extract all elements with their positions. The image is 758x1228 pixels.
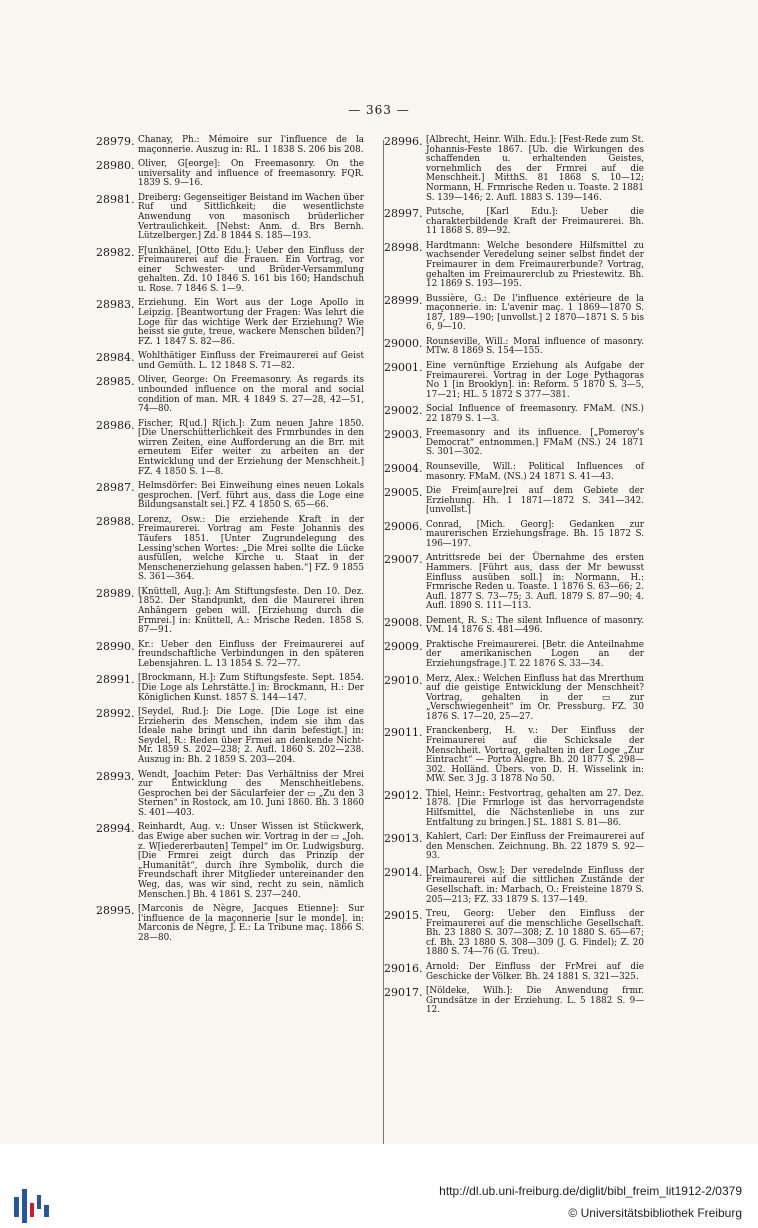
right-column (384, 136, 644, 1021)
entry-text: Reinhardt, Aug. v.: Unser Wissen ist Stückwerk, das Ewige aber suchen wir. Vortrag in der ▭ „Joh. z. W[iedererbauten] Tempel“ im Or. Ludwigsburg. [Die Frmrei zeigt durch das Prinzip der „Humanität“, durch ihre Symbolik, durch die Freundschaft ihrer Mitglieder untereinander den Weg, das, was wir sind, recht zu sein, nämlich Menschen.] Bh. 4 1861 S. 237—240. (138, 822, 364, 900)
entry-number: 28990. (96, 639, 135, 653)
entry-text: Merz, Alex.: Welchen Einfluss hat das Mrerthum auf die geistige Entwicklung der Menschheit? Vortrag, gehalten in der ▭ zur „Verschwiegenheit“ im Or. Pressburg. FZ. 30 1876 S. 17—20, 25—27. (426, 673, 644, 722)
entry-number: 29015. (384, 909, 423, 923)
entry-text: Dreiberg: Gegenseitiger Beistand im Wachen über Ruf und Sittlichkeit; die wesentlichste Anwendung von masonisch brüderlicher Vertraulichkeit. [Nebst: Anm. d. Brs Bernh. Lützelberger.] Zd. 8 1844 S. 185—193. (138, 192, 364, 242)
entry-text: Hardtmann: Welche besondere Hilfsmittel zu wachsender Veredelung seiner selbst findet der Freimaurer in dem Freimaurerbunde? Vortrag, gehalten im Freimaurerclub zu Priestewitz. Bh. 12 1869 S. 193—195. (426, 240, 644, 290)
bibliography-entry (384, 833, 644, 862)
entry-number: 28980. (96, 159, 135, 173)
bibliography-entry (384, 963, 644, 982)
bibliography-entry (384, 521, 644, 550)
bibliography-entry (96, 588, 364, 636)
bibliography-entry (96, 641, 364, 670)
entry-text: F[unkhänel, [Otto Edu.]: Ueber den Einfluss der Freimaurerei auf die Frauen. Ein Vortrag, vor einer Schwester- und Brüder-Versammlung gehalten. Zd. 10 1846 S. 161 bis 160; Handschuh u. Rose. 7 1846 S. 1—9. (138, 245, 364, 294)
bibliography-entry (384, 338, 644, 357)
bibliography-entry (384, 675, 644, 723)
ub-freiburg-logo-icon (12, 1183, 52, 1223)
entry-number: 28988. (96, 514, 135, 528)
bibliography-entry (384, 463, 644, 482)
entry-number: 28999. (384, 293, 423, 307)
entry-text: [Marconis de Nègre, Jacques Etienne]: Sur l'influence de la maçonnerie [sur le monde]. in: Marconis de Nègre, J. E.: La Tribune maç. 1866 S. 28—80. (138, 904, 364, 943)
entry-number: 28983. (96, 298, 135, 312)
bibliography-entry (384, 790, 644, 828)
bibliography-entry (96, 823, 364, 900)
entry-text: Franckenberg, H. v.: Der Einfluss der Freimaurerei auf die Schicksale der Menschheit. Vortrag, gehalten in der Loge „Zur Eintracht“ — Porto Alegre. Bh. 20 1877 S. 298—302. Holländ. Übers. von D. H. Wisselink in: MW. Ser. 3 Jg. 3 1878 No 50. (426, 726, 644, 785)
entry-text: Putsche, [Karl Edu.]: Ueber die charakterbildende Kraft der Freimaurerei. Bh. 11 1868 S. 89—92. (426, 207, 644, 237)
bibliography-entry (96, 708, 364, 766)
bibliography-entry (384, 487, 644, 516)
bibliography-entry (96, 352, 364, 371)
entry-text: Chanay, Ph.: Mémoire sur l'influence de la maçonnerie. Auszug in: RL. 1 1838 S. 206 bis 208. (138, 135, 364, 155)
entry-number: 28993. (96, 769, 135, 783)
entry-number: 28991. (96, 673, 135, 687)
bibliography-entry (384, 242, 644, 290)
entry-text: [Nöldeke, Wilh.]: Die Anwendung frmr. Grundsätze in der Erziehung. L. 5 1882 S. 9—12. (426, 986, 644, 1016)
footer-url[interactable]: http://dl.ub.uni-freiburg.de/diglit/bibl_freim_lit1912-2/0379 (439, 1184, 742, 1198)
entry-number: 29003. (384, 428, 423, 442)
bibliography-entry (96, 247, 364, 295)
bibliography-entry (96, 771, 364, 819)
bibliography-entry (96, 299, 364, 347)
entry-number: 28985. (96, 375, 135, 389)
entry-text: [Brockmann, H.]: Zum Stiftungsfeste. Sept. 1854. [Die Loge als Lehrstätte.] in: Brockmann, H.: Der Königlichen Kunst. 1857 S. 144—147. (138, 673, 364, 703)
entry-text: Dement, R. S.: The silent Influence of masonry. VM. 14 1876 S. 481—496. (426, 615, 644, 636)
entry-number: 29014. (384, 865, 423, 879)
entry-text: Antrittsrede bei der Übernahme des ersten Hammers. [Führt aus, dass der Mr bewusst Einfluss ausüben soll.] in: Normann, H.: Frmrische Reden u. Toaste. 1 1876 S. 63—66; 2. Aufl. 1877 S. 73—75; 3. Aufl. 1879 S. 87—90; 4. Aufl. 1890 S. 111—113. (426, 553, 644, 612)
bibliography-entry (384, 867, 644, 905)
entry-number: 29007. (384, 553, 423, 567)
entry-text: Rounseville, Will.: Political Influences of masonry. FMaM. (NS.) 24 1871 S. 41—43. (426, 461, 644, 482)
bibliography-entry (384, 295, 644, 333)
bibliography-entry (96, 420, 364, 478)
bibliography-entry (384, 987, 644, 1016)
entry-number: 29017. (384, 986, 423, 1000)
bibliography-entry (384, 910, 644, 958)
entry-text: Lorenz, Osw.: Die erziehende Kraft in der Freimaurerei. Vortrag am Feste Johannis des Täufers 1851. [Unter Zugrundelegung des Lessing'schen Wortes: „Die Mrei sollte die Lücke ausfüllen, welche Kirche u. Staat in der Menschenerziehung gelassen haben.“] FZ. 9 1855 S. 361—364. (138, 514, 364, 583)
footer-copyright: © Universitätsbibliothek Freiburg (568, 1206, 742, 1220)
entry-text: Conrad, [Mich. Georg]: Gedanken zur maurerischen Erziehungsfrage. Bh. 15 1872 S. 196—197. (426, 519, 644, 549)
entry-text: Erziehung. Ein Wort aus der Loge Apollo in Leipzig. [Beantwortung der Fragen: Was lehrt die Loge für das wichtige Werk der Erziehung? Wie heisst sie gute, treue, wackere Menschen bilden?] FZ. 1 1847 S. 82—86. (138, 298, 364, 347)
entry-text: Fischer, R[ud.] R[ich.]: Zum neuen Jahre 1850. [Die Unerschütterlichkeit des Frmrbundes in den wirren Zeiten, eine Aufforderung an die Brr. mit erneutem Eifer weiter zu arbeiten an der Entwicklung und der Erziehung der Menschheit.] FZ. 4 1850 S. 1—8. (138, 418, 364, 477)
entry-number: 28981. (96, 192, 135, 206)
entry-number: 29012. (384, 788, 423, 802)
entry-text: Treu, Georg: Ueber den Einfluss der Freimaurerei auf die menschliche Gesellschaft. Bh. 23 1880 S. 307—308; Z. 10 1880 S. 65—67; cf. Bh. 23 1880 S. 308—309 (J. G. Findel); Z. 20 1880 S. 74—76 (G. Treu). (426, 909, 644, 958)
bibliography-entry (96, 376, 364, 414)
entry-number: 28987. (96, 481, 135, 495)
bibliography-entry (384, 429, 644, 458)
bibliography-entry (384, 554, 644, 612)
entry-text: Social Influence of freemasonry. FMaM. (NS.) 22 1879 S. 1—3. (426, 404, 644, 424)
entry-text: Kahlert, Carl: Der Einfluss der Freimaurerei auf den Menschen. Zeichnung. Bh. 22 1879 S. 92—93. (426, 832, 644, 862)
bibliography-entry (96, 482, 364, 511)
entry-number: 29000. (384, 336, 423, 350)
entry-text: Eine vernünftige Erziehung als Aufgabe der Freimaurerei. Vortrag in der Loge Pythagoras No 1 [in Brooklyn]. in: Reform. 5 1870 S. 3—5, 17—21; HL. 5 1872 S 377—381. (426, 360, 644, 400)
entry-number: 28984. (96, 351, 135, 365)
entry-text: Oliver, George: On Freemasonry. As regards its unbounded influence on the moral and social condition of man. MR. 4 1849 S. 27—28, 42—51, 74—80. (138, 375, 364, 415)
bibliography-entry (96, 136, 364, 155)
entry-text: Oliver, G[eorge]: On Freemasonry. On the universality and influence of freemasonry. FQR. 1839 S. 9—16. (138, 159, 364, 189)
entry-number: 28996. (384, 135, 423, 148)
entry-number: 29011. (384, 726, 423, 740)
entry-number: 28997. (384, 207, 423, 221)
entry-number: 29004. (384, 461, 423, 475)
entry-number: 28995. (96, 904, 135, 917)
entry-text: [Marbach, Osw.]: Der veredelnde Einfluss der Freimaurerei auf die sittlichen Zustände der Gesellschaft. in: Marbach, O.: Freisteine 1879 S. 205—213; FZ. 33 1879 S. 137—149. (426, 865, 644, 905)
entry-number: 29013. (384, 832, 423, 846)
bibliography-entry (384, 641, 644, 670)
entry-number: 28992. (96, 707, 135, 721)
entry-text: Bussière, G.: De l'influence extérieure de la maçonnerie. in: L'avenir maç. 1 1869—1870 S. 187, 189—190; [unvollst.] 2 1870—1871 S. 5 bis 6, 9—10. (426, 293, 644, 333)
entry-text: Arnold: Der Einfluss der FrMrei auf die Geschicke der Völker. Bh. 24 1881 S. 321—325. (426, 961, 644, 982)
entry-number: 28982. (96, 245, 135, 259)
entry-text: Kr.: Ueber den Einfluss der Freimaurerei auf freundschaftliche Verbindungen in den späteren Lebensjahren. L. 13 1854 S. 72—77. (138, 639, 364, 669)
entry-text: Wendt, Joachim Peter: Das Verhältniss der Mrei zur Entwicklung des Menschheitlebens. Gesprochen bei der Säcularfeier der ▭ „Zu den 3 Sternen“ in Rostock, am 10. Juni 1860. Bh. 3 1860 S. 401—403. (138, 769, 364, 818)
left-column (96, 136, 364, 948)
bibliography-entry (384, 617, 644, 636)
entry-text: Praktische Freimaurerei. [Betr. die Anteilnahme der amerikanischen Logen an der Erziehungsfrage.] T. 22 1876 S. 33—34. (426, 639, 644, 670)
entry-number: 29016. (384, 961, 423, 975)
entry-text: Die Freim[aure]rei auf dem Gebiete der Erziehung. Hh. 1 1871—1872 S. 341—342. [unvollst.] (426, 486, 644, 516)
entry-text: [Knüttell, Aug.]: Am Stiftungsfeste. Den 10. Dez. 1852. Der Standpunkt, den die Maurerei ihren Anhängern geben will. [Erziehung durch die Frmrei.] in: Knüttell, A.: Mrische Reden. 1858 S. 87—91. (138, 586, 364, 636)
bibliography-entry (384, 362, 644, 400)
entry-number: 28979. (96, 135, 135, 148)
entry-text: Freemasonry and its influence. [„Pomeroy's Democrat“ entnommen.] FMaM (NS.) 24 1871 S. 301—302. (426, 428, 644, 458)
entry-text: Thiel, Heinr.: Festvortrag, gehalten am 27. Dez. 1878. [Die Frmrloge ist das hervorragendste Hilfsmittel, die Nächstenliebe in uns zur Entfaltung zu bringen.] SL. 1881 S. 81—86. (426, 788, 644, 828)
bibliography-entry (384, 727, 644, 785)
bibliography-entry (96, 160, 364, 189)
entry-number: 29009. (384, 639, 423, 653)
entry-number: 29010. (384, 673, 423, 687)
bibliography-entry (96, 905, 364, 943)
bibliography-entry (96, 516, 364, 583)
entry-text: [Seydel, Rud.]: Die Loge. [Die Loge ist eine Erzieherin des Menschen, indem sie ihm das Ideale nahe bringt und ihn darin befestigt.] in: Seydel, R.: Reden über Frmei an denkende Nicht-Mr. 1859 S. 202—238; 2. Aufl. 1860 S. 202—238. Auszug in: Bh. 2 1859 S. 203—204. (138, 707, 364, 766)
bibliography-entry (96, 674, 364, 703)
bibliography-entry (384, 136, 644, 203)
entry-number: 28986. (96, 418, 135, 432)
entry-number: 29005. (384, 486, 423, 500)
bibliography-entry (96, 194, 364, 242)
entry-number: 28998. (384, 240, 423, 254)
entry-number: 29002. (384, 404, 423, 418)
bibliography-entry (384, 208, 644, 237)
entry-number: 29008. (384, 615, 423, 629)
page-number: — 363 — (348, 103, 410, 117)
entry-text: Wohlthätiger Einfluss der Freimaurerei auf Geist und Gemüth. L. 12 1848 S. 71—82. (138, 351, 364, 371)
entry-number: 29001. (384, 360, 423, 374)
bibliography-entry (384, 405, 644, 424)
entry-number: 29006. (384, 519, 423, 533)
entry-text: Rounseville, Will.: Moral influence of masonry. MTw. 8 1869 S. 154—155. (426, 336, 644, 357)
entry-number: 28994. (96, 822, 135, 836)
entry-text: Helmsdörfer: Bei Einweihung eines neuen Lokals gesprochen. [Verf. führt aus, dass die Loge eine Bildungsanstalt sei.] FZ. 4 1850 S. 65—66. (138, 481, 364, 511)
entry-number: 28989. (96, 586, 135, 600)
entry-text: [Albrecht, Heinr. Wilh. Edu.]: [Fest-Rede zum St. Johannis-Feste 1867. [Ub. die Wirkungen des schaffenden u. erhaltenden Geistes, vornehmlich des der Frmrei auf die Menschheit.] MitthS. 81 1868 S. 10—12; Normann, H. Frmrische Reden u. Toaste. 2 1881 S. 139—146; 2. Aufl. 1883 S. 139—146. (426, 135, 644, 203)
